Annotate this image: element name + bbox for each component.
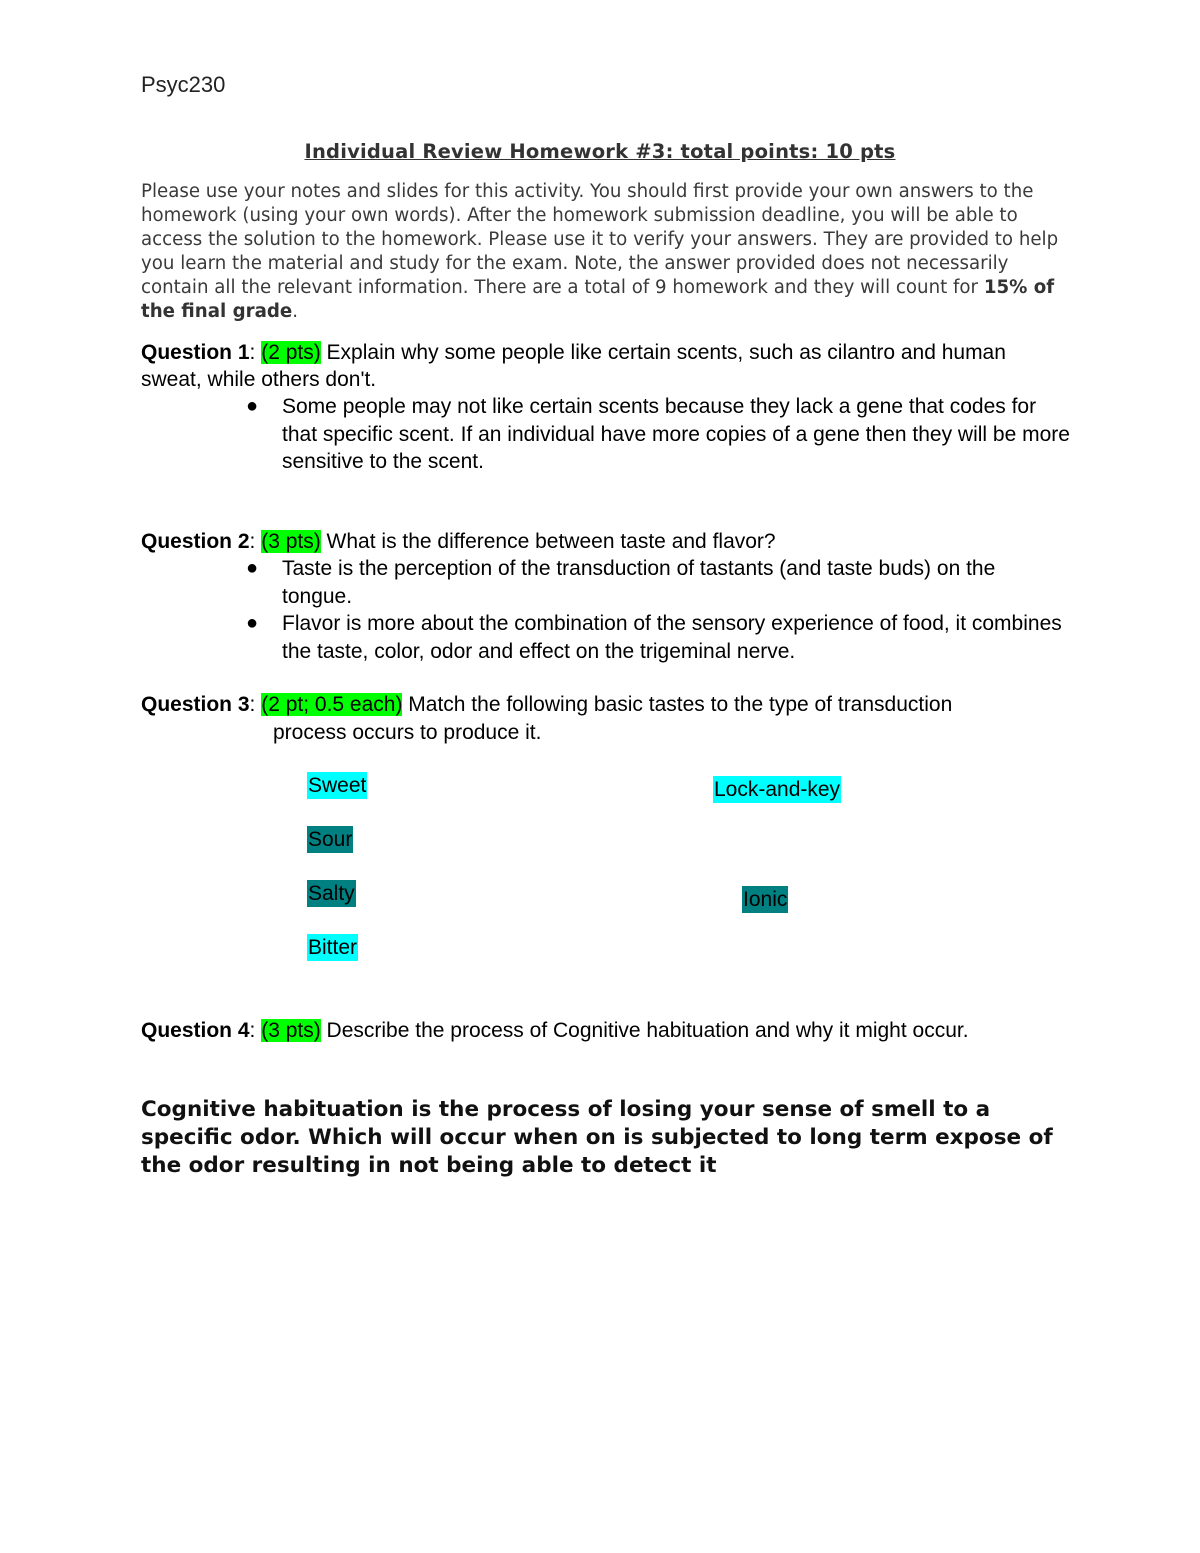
question-4-points: (3 pts) xyxy=(261,1019,321,1042)
question-3-sep: : xyxy=(249,693,262,716)
question-3-points: (2 pt; 0.5 each) xyxy=(261,693,403,716)
taste-bitter: Bitter xyxy=(308,936,358,959)
question-1 xyxy=(141,339,1071,393)
list-item xyxy=(141,555,1071,610)
question-1-label: Question 1 xyxy=(141,341,250,364)
question-2-sep: : xyxy=(249,530,262,553)
bullet-icon: ● xyxy=(246,557,259,579)
question-2-label: Question 2 xyxy=(141,530,250,553)
question-4-prompt: Describe the process of Cognitive habituation and why it might occur. xyxy=(320,1019,969,1042)
instructions-end: . xyxy=(292,301,298,322)
question-1-answer-1: Some people may not like certain scents because they lack a gene that codes for that specific scent. If an individual have more copies of a gene then they will be more sensitive to the scent. xyxy=(282,395,1070,473)
question-2-prompt: What is the difference between taste and flavor? xyxy=(320,530,776,553)
question-3-prompt: Match the following basic tastes to the type of transduction xyxy=(402,693,953,716)
question-2-answers xyxy=(141,555,1071,665)
question-3-label: Question 3 xyxy=(141,693,250,716)
question-4 xyxy=(141,1017,1071,1044)
list-item xyxy=(141,610,1071,665)
taste-salty: Salty xyxy=(308,882,355,905)
process-ionic: Ionic xyxy=(743,888,788,911)
question-2-answer-1: Taste is the perception of the transduction of tastants (and taste buds) on the tongue. xyxy=(282,557,996,608)
question-4-sep: : xyxy=(249,1019,262,1042)
question-2 xyxy=(141,528,1071,555)
instructions-paragraph xyxy=(141,180,1071,324)
process-lock-and-key: Lock-and-key xyxy=(714,778,841,801)
question-1-prompt: Explain why some people like certain scents, such as cilantro and human sweat, while others don't. xyxy=(141,341,1006,391)
instructions-text: Please use your notes and slides for this activity. You should first provide your own answers to the homework (using your own words). After the homework submission deadline, you will be able to access the solution to the homework. Please use it to verify your answers. They are provided to help you learn the material and study for the exam. Note, the answer provided does not necessarily contain all the relevant information. There are a total of 9 homework and they will count for xyxy=(141,181,1059,298)
question-3 xyxy=(141,691,1071,718)
question-2-answer-2: Flavor is more about the combination of the sensory experience of food, it combines the taste, color, odor and effect on the trigeminal nerve. xyxy=(282,612,1062,663)
taste-sour: Sour xyxy=(308,828,353,851)
taste-sweet: Sweet xyxy=(308,774,367,797)
question-1-sep: : xyxy=(249,341,262,364)
question-4-label: Question 4 xyxy=(141,1019,250,1042)
course-code: Psyc230 xyxy=(141,72,226,97)
grade-weight: 15% of the final grade xyxy=(141,277,1055,322)
question-1-answers xyxy=(141,393,1071,476)
bullet-icon: ● xyxy=(246,612,259,634)
question-4-answer: Cognitive habituation is the process of losing your sense of smell to a specific odor. Which will occur when on is subjected to long term expose of the odor resulting in not being able to detect it xyxy=(141,1097,1053,1178)
question-3-prompt-cont: process occurs to produce it. xyxy=(273,721,542,744)
bullet-icon: ● xyxy=(246,395,259,417)
question-1-points: (2 pts) xyxy=(261,341,321,364)
list-item xyxy=(141,393,1071,476)
page-title: Individual Review Homework #3: total points: 10 pts xyxy=(304,140,896,163)
question-2-points: (3 pts) xyxy=(261,530,321,553)
